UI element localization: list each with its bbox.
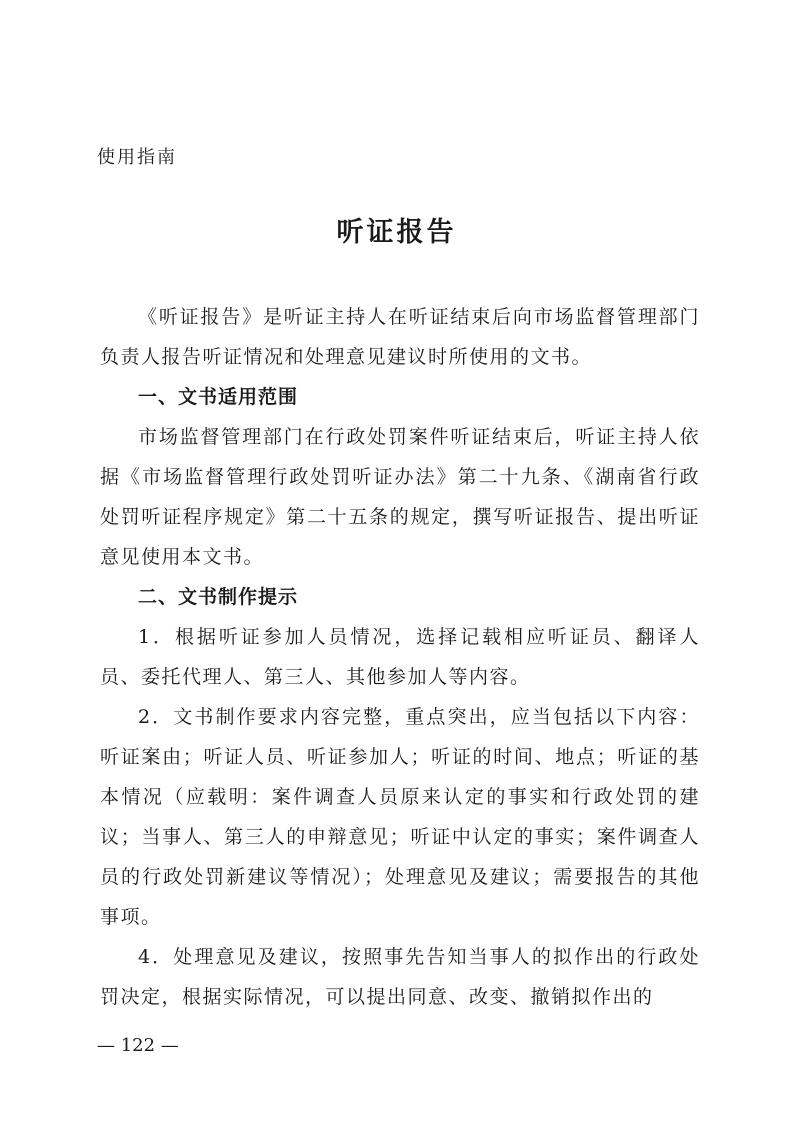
document-title: 听证报告 [336,217,457,248]
section-2-item-4: 4．处理意见及建议，按照事先告知当事人的拟作出的行政处罚决定，根据实际情况，可以提出同意、改变、撤销拟作出的 [100,946,700,1008]
section-2-heading: 二、文书制作提示 [138,586,299,608]
section-1-heading: 一、文书适用范围 [138,386,299,408]
section-2-item-2: 2．文书制作要求内容完整，重点突出，应当包括以下内容：听证案由；听证人员、听证参加人；听证的时间、地点；听证的基本情况（应载明：案件调查人员原来认定的事实和行政处罚的建议；当事人、第三人的申辩意见；听证中认定的事实；案件调查人员的行政处罚新建议等情况）；处理意见及建议；需要报告的其他事项。 [100,706,700,928]
section-1-paragraph: 市场监督管理部门在行政处罚案件听证结束后，听证主持人依据《市场监督管理行政处罚听证办法》第二十九条、《湖南省行政处罚听证程序规定》第二十五条的规定，撰写听证报告、提出听证意见使用本文书。 [100,426,700,568]
intro-paragraph: 《听证报告》是听证主持人在听证结束后向市场监督管理部门负责人报告听证情况和处理意见建议时所使用的文书。 [100,306,700,368]
document-body [100,297,700,1017]
section-2-item-1: 1．根据听证参加人员情况，选择记载相应听证员、翻译人员、委托代理人、第三人、其他参加人等内容。 [100,626,700,688]
header-label: 使用指南 [97,147,177,168]
page-number: — 122 — [97,1035,179,1056]
